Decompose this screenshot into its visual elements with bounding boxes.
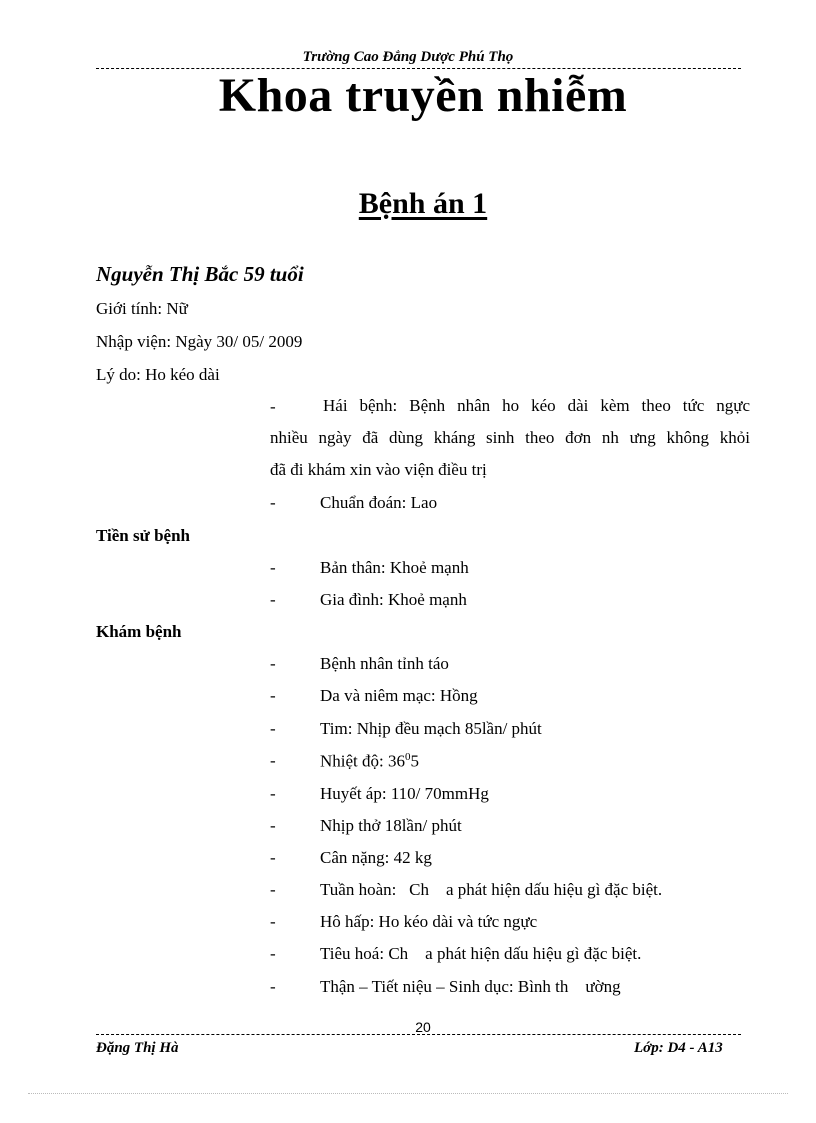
bullet-dash: - xyxy=(270,880,276,899)
temperature-sup: 0 xyxy=(405,751,411,763)
case-title: Bệnh án 1 xyxy=(358,187,488,220)
page-number: 20 xyxy=(415,1019,431,1035)
exam-item: Tiêu hoá: Ch a phát hiện dấu hiệu gì đặc biệt. xyxy=(320,944,642,963)
bullet-dash: - xyxy=(270,558,276,577)
section-past-history: Tiền sử bệnh xyxy=(96,526,190,545)
bullet-dash: - xyxy=(270,816,276,835)
exam-item: Thận – Tiết niệu – Sinh dục: Bình th ường xyxy=(320,977,621,996)
exam-item: Huyết áp: 110/ 70mmHg xyxy=(320,784,489,803)
bullet-dash: - xyxy=(270,944,276,963)
temperature-suffix: 5 xyxy=(410,751,419,771)
bullet-dash: - xyxy=(270,654,276,673)
bullet-dash: - xyxy=(270,977,276,996)
reason-line: Lý do: Ho kéo dài xyxy=(96,365,220,384)
footer-class: Lớp: D4 - A13 xyxy=(634,1040,723,1056)
exam-item: Tuần hoàn: Ch a phát hiện dấu hiệu gì đặc biệt. xyxy=(320,880,663,899)
page-title: Khoa truyền nhiễm xyxy=(218,69,628,122)
exam-item: Bệnh nhân tỉnh táo xyxy=(320,654,449,673)
patient-name: Nguyễn Thị Bắc 59 tuổi xyxy=(96,262,304,286)
exam-item: Nhịp thở 18lần/ phút xyxy=(320,816,462,835)
bullet-dash: - xyxy=(270,848,276,867)
history-line-2: nhiều ngày đã dùng kháng sinh theo đơn nh ưng không khỏi xyxy=(270,428,750,447)
bullet-dash: - xyxy=(270,751,276,770)
history-paragraph xyxy=(270,390,750,486)
bullet-dash: - xyxy=(270,397,276,416)
bullet-dash: - xyxy=(270,686,276,705)
bullet-dash: - xyxy=(270,590,276,609)
past-history-item: Gia đình: Khoẻ mạnh xyxy=(320,590,467,609)
header-school: Trường Cao Đẳng Dược Phú Thọ xyxy=(302,49,514,65)
history-line-3: đã đi khám xin vào viện điều trị xyxy=(270,460,487,479)
exam-item: Hô hấp: Ho kéo dài và tức ngực xyxy=(320,912,538,931)
footer-divider xyxy=(96,1034,741,1035)
page-bottom-border xyxy=(28,1093,788,1094)
admission-line: Nhập viện: Ngày 30/ 05/ 2009 xyxy=(96,332,303,351)
exam-item: Cân nặng: 42 kg xyxy=(320,848,432,867)
gender-line: Giới tính: Nữ xyxy=(96,299,188,318)
history-line-1: Hái bệnh: Bệnh nhân ho kéo dài kèm theo tức ngực xyxy=(323,396,750,415)
temperature-prefix: Nhiệt độ: 36 xyxy=(320,751,405,771)
bullet-dash: - xyxy=(270,719,276,738)
bullet-dash: - xyxy=(270,493,276,512)
diagnosis-line: Chuẩn đoán: Lao xyxy=(320,493,438,512)
footer-author: Đặng Thị Hà xyxy=(96,1040,179,1056)
exam-item: Da và niêm mạc: Hồng xyxy=(320,686,478,705)
exam-item-temperature xyxy=(320,751,419,772)
past-history-item: Bản thân: Khoẻ mạnh xyxy=(320,558,469,577)
exam-item: Tim: Nhịp đều mạch 85lần/ phút xyxy=(320,719,542,738)
bullet-dash: - xyxy=(270,912,276,931)
bullet-dash: - xyxy=(270,784,276,803)
section-examination: Khám bệnh xyxy=(96,622,182,641)
